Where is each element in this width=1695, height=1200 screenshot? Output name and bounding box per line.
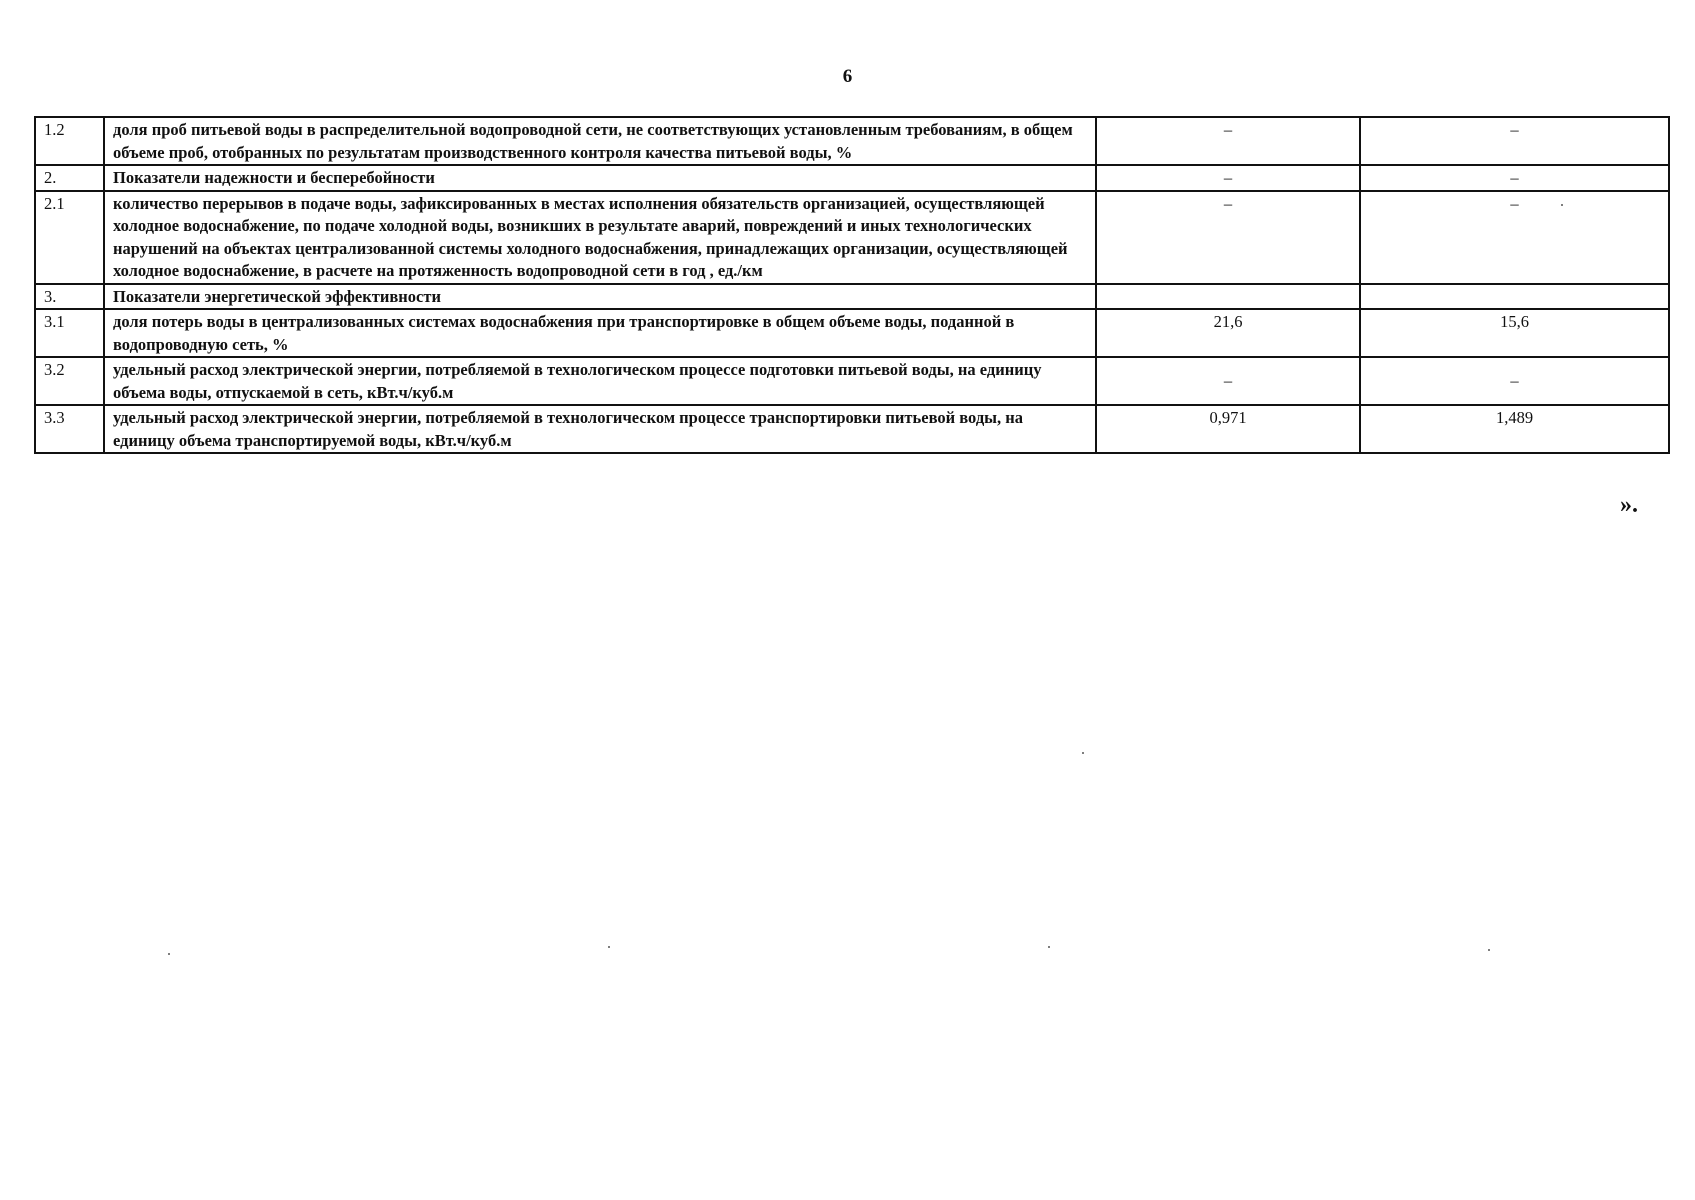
table-row [35,191,1669,284]
row-number: 3.1 [35,309,104,357]
scan-speck [168,953,170,955]
indicator-name: удельный расход электрической энергии, потребляемой в технологическом процессе подготовки питьевой воды, на единицу объема воды, отпускаемой в сеть, кВт.ч/куб.м [104,357,1096,405]
indicator-name: доля потерь воды в централизованных системах водоснабжения при транспортировке в общем объеме воды, поданной в водопроводную сеть, % [104,309,1096,357]
row-number: 3.3 [35,405,104,453]
section-title: Показатели энергетической эффективности [104,284,1096,310]
row-number: 1.2 [35,117,104,165]
indicator-value-1: – [1096,165,1360,191]
table-row [35,405,1669,453]
scan-speck [608,946,610,948]
table-row [35,284,1669,310]
row-number: 3.2 [35,357,104,405]
row-number: 2. [35,165,104,191]
indicator-value-2 [1360,284,1669,310]
indicator-value-2: – [1360,117,1669,165]
indicator-value-1: 21,6 [1096,309,1360,357]
scan-speck [1048,946,1050,948]
indicator-value-2: 1,489 [1360,405,1669,453]
section-title: Показатели надежности и бесперебойности [104,165,1096,191]
indicator-value-1 [1096,284,1360,310]
closing-quote: ». [1620,492,1638,518]
table-row [35,309,1669,357]
table-row [35,117,1669,165]
row-number: 2.1 [35,191,104,284]
page-number: 6 [842,66,853,87]
indicator-name: удельный расход электрической энергии, потребляемой в технологическом процессе транспортировки питьевой воды, на единицу объема транспортируемой воды, кВт.ч/куб.м [104,405,1096,453]
indicator-name: доля проб питьевой воды в распределительной водопроводной сети, не соответствующих установленным требованиям, в общем объеме проб, отобранных по результатам производственного контроля качества питьевой воды, % [104,117,1096,165]
indicator-name: количество перерывов в подаче воды, зафиксированных в местах исполнения обязательств организацией, осуществляющей холодное водоснабжение, по подаче холодной воды, возникших в результате аварий, повреждений и иных технологических нарушений на объектах централизованной системы холодного водоснабжения, принадлежащих организации, осуществляющей холодное водоснабжение, в расчете на протяженность водопроводной сети в год , ед./км [104,191,1096,284]
indicator-value-2: – [1360,357,1669,405]
scan-speck [1082,752,1084,754]
indicator-value-2: – [1360,191,1669,284]
indicator-value-1: – [1096,117,1360,165]
indicator-value-2: 15,6 [1360,309,1669,357]
indicator-value-1: 0,971 [1096,405,1360,453]
indicator-value-2: – [1360,165,1669,191]
indicator-value-1: – [1096,357,1360,405]
indicators-table [34,116,1670,454]
row-number: 3. [35,284,104,310]
table-row [35,357,1669,405]
scan-speck [1561,204,1563,206]
indicator-value-1: – [1096,191,1360,284]
scan-speck [1488,949,1490,951]
table-row [35,165,1669,191]
